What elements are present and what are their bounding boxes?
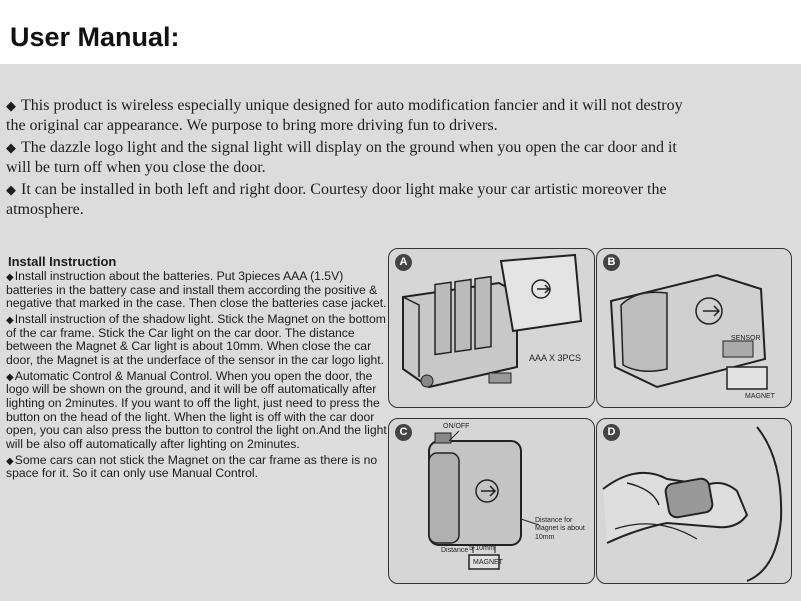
intro-paragraph-3: ◆ It can be installed in both left and right door. Courtesy door light make your car artistic moreover the atmosphere. bbox=[6, 181, 667, 218]
intro-paragraph-2: ◆ The dazzle logo light and the signal light will display on the ground when you open the car door and it will be turn off when you close the door. bbox=[6, 139, 677, 176]
diamond-bullet-icon: ◆ bbox=[6, 98, 16, 113]
closed-light-illustration bbox=[597, 249, 791, 407]
diamond-bullet-icon: ◆ bbox=[6, 182, 16, 197]
diamond-bullet-icon: ◆ bbox=[6, 455, 14, 467]
diamond-bullet-icon: ◆ bbox=[6, 272, 14, 283]
install-instruction-section bbox=[6, 254, 390, 483]
on-off-label: ON/OFF bbox=[443, 423, 470, 430]
magnet-tag: MAGNET bbox=[473, 559, 503, 566]
figure-c-switch-distance bbox=[388, 418, 595, 584]
figure-d-manual-press bbox=[596, 418, 792, 584]
figure-d-badge: D bbox=[603, 424, 620, 441]
diamond-bullet-icon: ◆ bbox=[6, 314, 14, 326]
diamond-bullet-icon: ◆ bbox=[6, 140, 16, 155]
figure-b-light-closed bbox=[596, 248, 792, 408]
intro-paragraph-1: ◆ This product is wireless especially unique designed for auto modification fancier and it will not destroy the original car appearance. We purpose to bring more driving fun to drivers. bbox=[6, 97, 683, 134]
install-item-shadow-light: ◆Install instruction of the shadow light. Stick the Magnet on the bottom of the car frame. Stick the Car light on the car door. The distance between the Magnet & Car light is about 10mm. When close the car door, the Magnet is at the underface of the sensor in the car logo light. bbox=[6, 311, 386, 367]
figure-a-battery-case bbox=[388, 248, 595, 408]
hand-press-illustration bbox=[597, 419, 791, 583]
figure-b-badge: B bbox=[603, 254, 620, 271]
install-item-batteries: ◆Install instruction about the batteries. Put 3pieces AAA (1.5V) batteries in the battery case and install them according the positive & negative that marked in the case. Then close the batteries case jacket. bbox=[6, 269, 387, 311]
install-heading: Install Instruction bbox=[8, 254, 117, 269]
battery-count-label: AAA X 3PCS bbox=[529, 353, 582, 363]
distance-label: Distance bbox=[441, 547, 469, 554]
battery-case-illustration bbox=[389, 249, 594, 407]
header-strip bbox=[0, 0, 801, 64]
magnet-label: MAGNET bbox=[745, 393, 775, 400]
distance-value: 5-10mm bbox=[469, 545, 495, 552]
figure-a-badge: A bbox=[395, 254, 412, 271]
distance-note: Distance for Magnet is about 10mm bbox=[535, 517, 585, 541]
install-item-manual-only: ◆Some cars can not stick the Magnet on the car frame as there is no space for it. So it can only use Manual Control. bbox=[6, 452, 378, 481]
manual-title: User Manual: bbox=[10, 22, 180, 52]
diamond-bullet-icon: ◆ bbox=[6, 371, 14, 383]
install-item-control: ◆Automatic Control & Manual Control. When you open the door, the logo will be shown on the ground, and it will be off automatically after lighting on 2minutes. If you want to off the light, just need to press the button on the head of the light. When the light is off with the car door open, you can also press the button to control the light on.And the light will be also off automatically after lighting on 2minutes. bbox=[6, 368, 387, 451]
intro-section bbox=[6, 96, 700, 222]
sensor-label: SENSOR bbox=[731, 335, 761, 342]
figure-c-badge: C bbox=[395, 424, 412, 441]
